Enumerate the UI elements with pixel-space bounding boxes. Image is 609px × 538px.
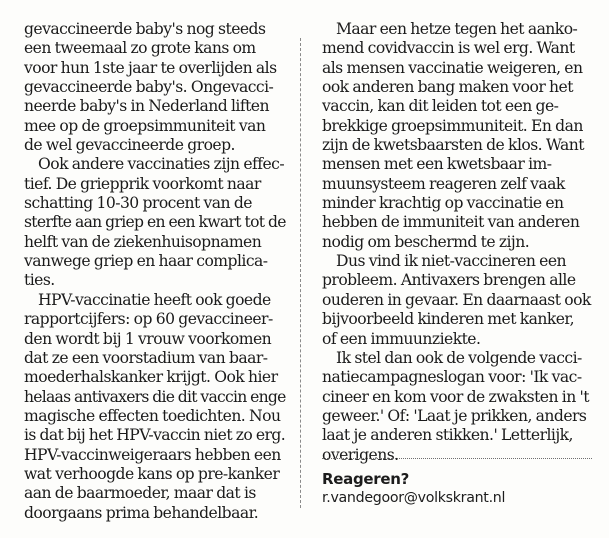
text-line: minder krachtig op vaccinatie en: [322, 194, 564, 213]
text-line: wat verhoogde kans op pre-kanker: [24, 464, 280, 483]
text-line: vaccin, kan dit leiden tot een ge-: [322, 97, 559, 116]
text-line: hebben de immuniteit van anderen: [322, 213, 580, 232]
text-line: cineer en kom voor de zwaksten in 't: [322, 387, 589, 406]
text-line: schatting 10-30 procent van de: [24, 194, 252, 213]
text-line: geweer.' Of: 'Laat je prikken, anders: [322, 406, 587, 425]
text-line: Dus vind ik niet-vaccineren een: [336, 252, 567, 271]
respond-heading: Reageren?: [322, 470, 410, 488]
text-line: tief. De griepprik voorkomt naar: [24, 174, 261, 193]
text-line: voor hun 1ste jaar te overlijden als: [24, 58, 277, 77]
text-line: HPV-vaccinatie heeft ook goede: [38, 290, 271, 309]
text-line: is dat bij het HPV-vaccin niet zo erg.: [24, 426, 286, 445]
text-line: gevaccineerde baby's. Ongevacci-: [24, 78, 274, 97]
column-divider: [300, 38, 301, 508]
text-line: muunsysteem reageren zelf vaak: [322, 174, 565, 193]
text-line: natiecampagneslogan voor: 'Ik vac-: [322, 368, 582, 387]
text-line: als mensen vaccinatie weigeren, en: [322, 58, 583, 77]
text-line: nodig om beschermd te zijn.: [322, 232, 530, 251]
text-line: gevaccineerde baby's nog steeds: [24, 20, 266, 38]
author-email[interactable]: r.vandegoor@volkskrant.nl: [322, 490, 506, 506]
text-line: mee op de groepsimmuniteit van: [24, 116, 266, 135]
left-column: [24, 20, 286, 523]
text-line: rapportcijfers: op 60 gevaccineer-: [24, 310, 273, 329]
text-line: mend covidvaccin is wel erg. Want: [322, 39, 575, 58]
text-line: ouderen in gevaar. En daarnaast ook: [322, 290, 591, 309]
text-line: ook anderen bang maken voor het: [322, 78, 573, 97]
text-line: of een immuunziekte.: [322, 329, 481, 348]
text-line: Ook andere vaccinaties zijn effec-: [38, 155, 285, 174]
text-line: zijn de kwetsbaarsten de klos. Want: [322, 136, 584, 155]
text-line: helaas antivaxers die dit vaccin enge: [24, 387, 286, 406]
footer-separator: [322, 458, 592, 459]
text-line: sterfte aan griep en een kwart tot de: [24, 213, 286, 232]
text-line: brekkige groepsimmuniteit. En dan: [322, 116, 583, 135]
right-column: [322, 20, 592, 465]
text-line: ties.: [24, 271, 55, 290]
text-line: neerde baby's in Nederland liften: [24, 97, 269, 116]
text-line: dat ze een voorstadium van baar-: [24, 348, 268, 367]
text-line: Ik stel dan ook de volgende vacci-: [336, 348, 582, 367]
text-line: magische effecten toedichten. Nou: [24, 406, 281, 425]
text-line: laat je anderen stikken.' Letterlijk,: [322, 426, 573, 445]
text-line: overigens.: [322, 445, 399, 464]
text-line: de wel gevaccineerde groep.: [24, 136, 235, 155]
text-line: vanwege griep en haar complica-: [24, 252, 268, 271]
text-line: mensen met een kwetsbaar im-: [322, 155, 552, 174]
text-line: probleem. Antivaxers brengen alle: [322, 271, 576, 290]
text-line: moederhalskanker krijgt. Ook hier: [24, 368, 278, 387]
text-line: helft van de ziekenhuisopnamen: [24, 232, 262, 251]
text-line: een tweemaal zo grote kans om: [24, 39, 256, 58]
text-line: den wordt bij 1 vrouw voorkomen: [24, 329, 272, 348]
text-line: bijvoorbeeld kinderen met kanker,: [322, 310, 575, 329]
text-line: Maar een hetze tegen het aanko-: [336, 20, 578, 38]
text-line: HPV-vaccinweigeraars hebben een: [24, 445, 281, 464]
text-line: aan de baarmoeder, maar dat is: [24, 484, 256, 503]
text-line: doorgaans prima behandelbaar.: [24, 503, 259, 522]
